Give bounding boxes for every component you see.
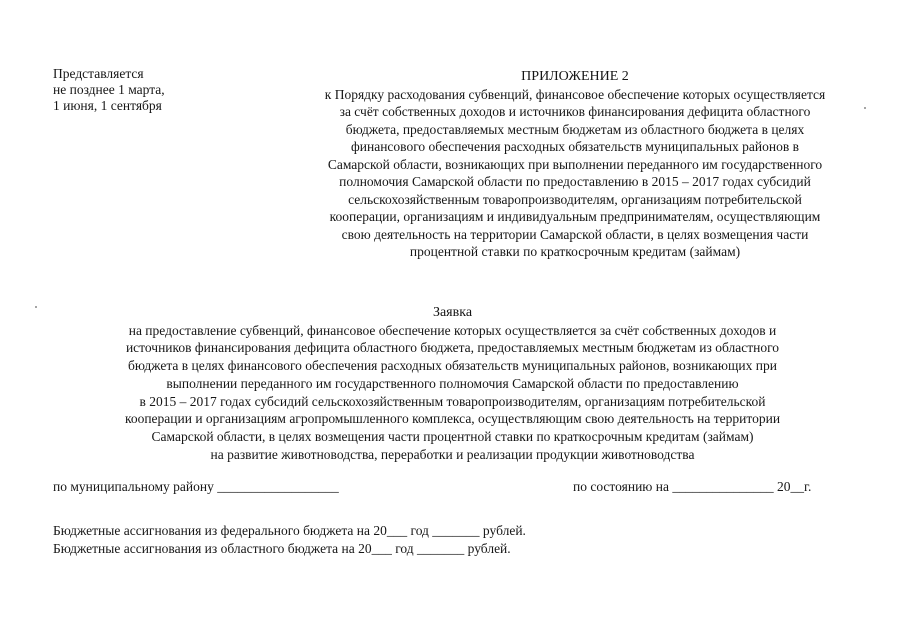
appendix-title: ПРИЛОЖЕНИЕ 2 xyxy=(521,69,629,84)
application-line: бюджета в целях финансового обеспечения расходных обязательств муниципальных районов, возникающих при xyxy=(128,358,777,374)
application-line: источников финансирования дефицита областного бюджета, предоставляемых местным бюджетам из областного xyxy=(125,340,780,356)
appendix-line: полномочия Самарской области по предоставлению в 2015 – 2017 годах субсидий xyxy=(339,174,811,189)
application-line: кооперации и организациям агропромышленного комплекса, осуществляющим свою деятельность на территории xyxy=(124,411,781,427)
appendix-line: процентной ставки по краткосрочным кредитам (займам) xyxy=(409,244,741,259)
application-title: Заявка xyxy=(432,305,473,320)
application-line: в 2015 – 2017 годах субсидий сельскохозяйственным товаропроизводителям, организациям потребительской xyxy=(139,393,766,409)
municipal-district-field: по муниципальному району __________________ xyxy=(53,479,339,494)
submission-note-line: Представляется xyxy=(53,66,144,81)
application-heading xyxy=(40,304,865,463)
appendix-line: Самарской области, возникающих при выполнении переданного им государственного xyxy=(327,156,823,172)
submission-note-line: 1 июня, 1 сентября xyxy=(53,98,162,113)
appendix-line: бюджета, предоставляемых местным бюджетам из областного бюджета в целях xyxy=(345,121,805,137)
appendix-line: сельскохозяйственным товаропроизводителям, организациям потребительской xyxy=(348,191,802,207)
regional-budget-line: Бюджетные ассигнования из областного бюджета на 20___ год _______ рублей. xyxy=(53,541,511,556)
scan-speck xyxy=(35,306,37,308)
appendix-line: финансового обеспечения расходных обязательств муниципальных районов в xyxy=(351,139,799,154)
federal-budget-line: Бюджетные ассигнования из федерального бюджета на 20___ год _______ рублей. xyxy=(53,523,526,538)
application-line: на развитие животноводства, переработки и реализации продукции животноводства xyxy=(210,446,695,462)
submission-note-line: не позднее 1 марта, xyxy=(53,82,165,97)
application-line: на предоставление субвенций, финансовое обеспечение которых осуществляется за счёт собственных доходов и xyxy=(128,322,777,338)
submission-deadline-note xyxy=(53,66,203,114)
application-line: выполнении переданного им государственного полномочия Самарской области по предоставлению xyxy=(166,375,739,391)
appendix-line: к Порядку расходования субвенций, финансовое обеспечение которых осуществляется xyxy=(324,86,826,102)
appendix-line: кооперации, организациям и индивидуальным предпринимателям, осуществляющим xyxy=(329,209,821,224)
scan-speck xyxy=(864,107,866,109)
as-of-date-field: по состоянию на _______________ 20__г. xyxy=(573,479,812,494)
appendix-line: за счёт собственных доходов и источников финансирования дефицита областного xyxy=(339,104,811,119)
appendix-header xyxy=(276,68,874,261)
appendix-line: свою деятельность на территории Самарской области, в целях возмещения части xyxy=(341,226,809,242)
application-line: Самарской области, в целях возмещения части процентной ставки по краткосрочным кредитам (займам) xyxy=(151,428,754,444)
